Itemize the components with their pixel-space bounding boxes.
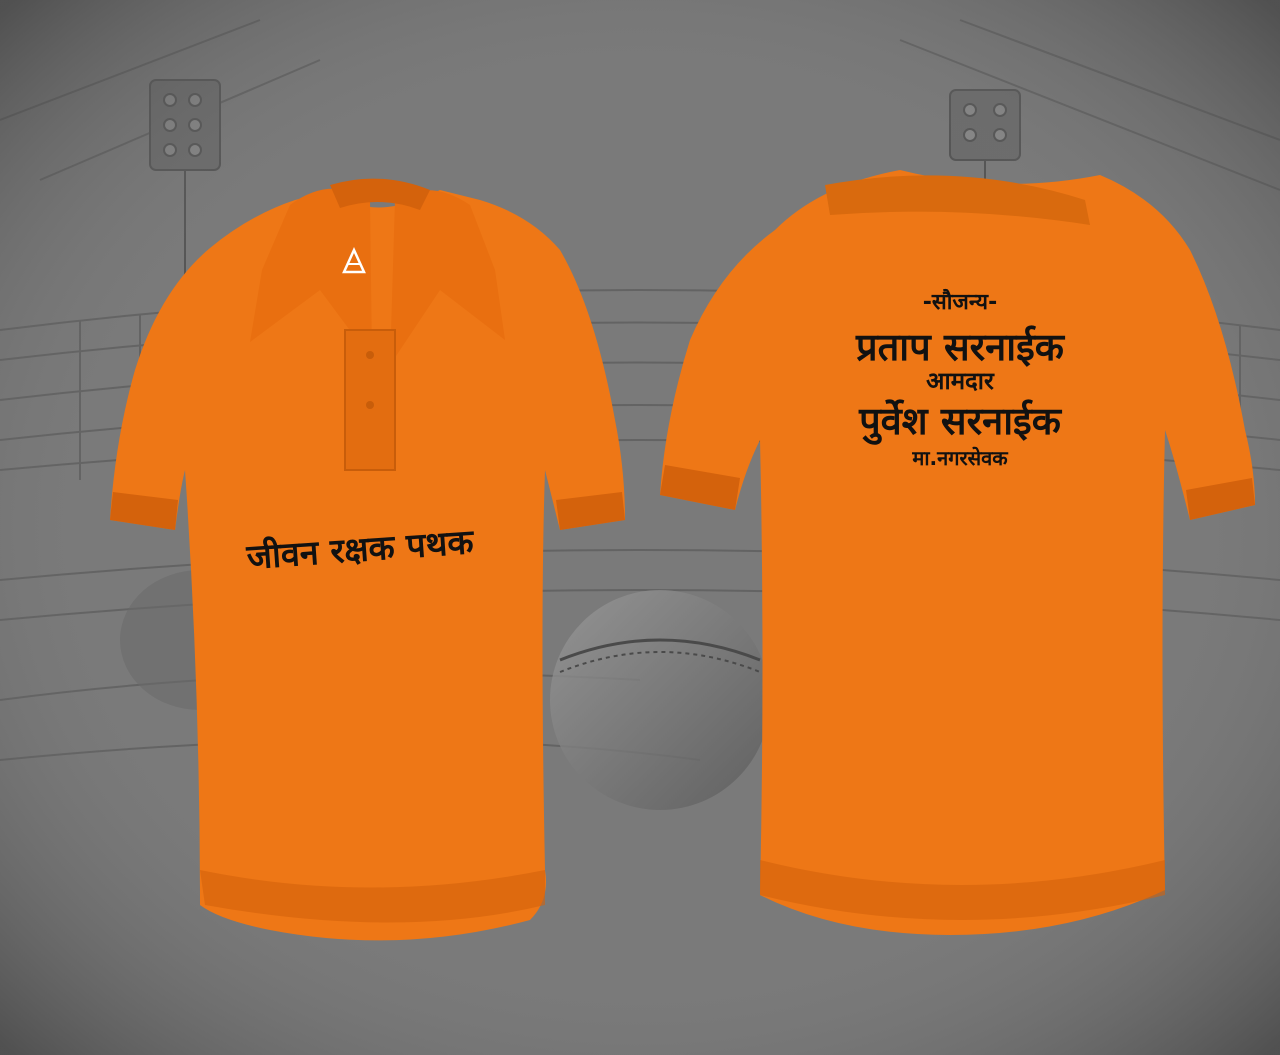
back-line-title-2: मा.नगरसेवक: [912, 446, 1008, 470]
back-line-name-2: पुर्वेश सरनाईक: [859, 399, 1061, 443]
front-arched-text: जीवन रक्षक पथक: [245, 522, 475, 578]
back-line-courtesy: -सौजन्य-: [922, 290, 998, 315]
back-line-title-1: आमदार: [926, 367, 994, 395]
back-line-name-1: प्रताप सरनाईक: [856, 325, 1064, 369]
